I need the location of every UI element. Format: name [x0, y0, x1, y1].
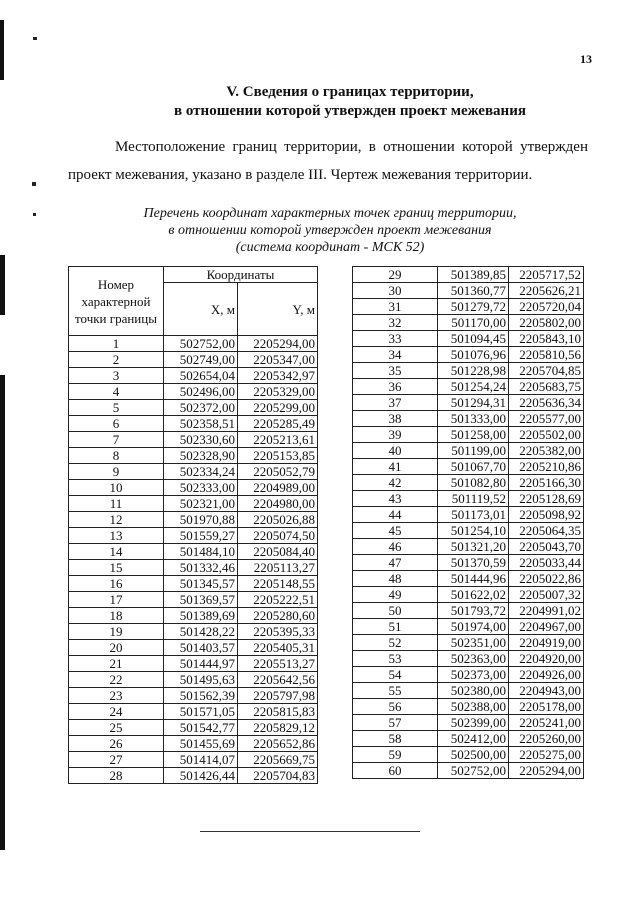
table-row	[353, 315, 584, 331]
table-row	[69, 384, 318, 400]
table-row	[353, 747, 584, 763]
point-number-cell: 22	[69, 672, 164, 688]
table-row	[353, 491, 584, 507]
y-coordinate-cell: 2205329,00	[238, 384, 318, 400]
y-coordinate-cell: 2205704,85	[509, 363, 584, 379]
table-row	[69, 496, 318, 512]
table-row	[69, 464, 318, 480]
table-row	[69, 720, 318, 736]
y-coordinate-cell: 2205802,00	[509, 315, 584, 331]
table-row	[69, 624, 318, 640]
x-coordinate-cell: 501258,00	[438, 427, 509, 443]
table-caption-line-1: Перечень координат характерных точек границ территории,	[143, 206, 517, 221]
table-row	[69, 368, 318, 384]
x-coordinate-cell: 502388,00	[438, 699, 509, 715]
point-number-cell: 56	[353, 699, 438, 715]
x-coordinate-cell: 501360,77	[438, 283, 509, 299]
table-row	[69, 400, 318, 416]
x-coordinate-cell: 502373,00	[438, 667, 509, 683]
table-row	[69, 544, 318, 560]
table-row	[353, 667, 584, 683]
point-number-cell: 53	[353, 651, 438, 667]
x-coordinate-cell: 501414,07	[164, 752, 238, 768]
table-row	[353, 715, 584, 731]
table-row	[353, 363, 584, 379]
y-coordinate-cell: 2205007,32	[509, 587, 584, 603]
point-number-cell: 5	[69, 400, 164, 416]
coordinates-table-right	[352, 266, 584, 779]
footer-rule	[200, 831, 420, 832]
table-row	[353, 619, 584, 635]
point-number-cell: 46	[353, 539, 438, 555]
table-row	[69, 352, 318, 368]
table-row	[69, 432, 318, 448]
point-number-cell: 28	[69, 768, 164, 784]
point-number-cell: 36	[353, 379, 438, 395]
table-caption-line-3: (система координат - МСК 52)	[235, 240, 425, 255]
y-coordinate-cell: 2205395,33	[238, 624, 318, 640]
point-number-cell: 57	[353, 715, 438, 731]
table-row	[353, 331, 584, 347]
y-coordinate-cell: 2204991,02	[509, 603, 584, 619]
scan-speck	[33, 37, 37, 40]
point-number-cell: 45	[353, 523, 438, 539]
x-coordinate-cell: 502412,00	[438, 731, 509, 747]
y-coordinate-cell: 2205642,56	[238, 672, 318, 688]
point-number-cell: 9	[69, 464, 164, 480]
x-coordinate-cell: 501294,31	[438, 395, 509, 411]
y-coordinate-cell: 2204980,00	[238, 496, 318, 512]
table-row	[353, 283, 584, 299]
header-y: Y, м	[238, 283, 318, 336]
x-coordinate-cell: 502358,51	[164, 416, 238, 432]
y-coordinate-cell: 2204920,00	[509, 651, 584, 667]
x-coordinate-cell: 501495,63	[164, 672, 238, 688]
table-row	[69, 752, 318, 768]
x-coordinate-cell: 501279,72	[438, 299, 509, 315]
x-coordinate-cell: 501369,57	[164, 592, 238, 608]
x-coordinate-cell: 502351,00	[438, 635, 509, 651]
point-number-cell: 16	[69, 576, 164, 592]
x-coordinate-cell: 501094,45	[438, 331, 509, 347]
point-number-cell: 27	[69, 752, 164, 768]
y-coordinate-cell: 2205405,31	[238, 640, 318, 656]
coordinates-table-left-body	[69, 336, 318, 784]
table-row	[69, 640, 318, 656]
page-number: 13	[580, 52, 592, 66]
point-number-cell: 12	[69, 512, 164, 528]
x-coordinate-cell: 501389,69	[164, 608, 238, 624]
y-coordinate-cell: 2205241,00	[509, 715, 584, 731]
x-coordinate-cell: 501426,44	[164, 768, 238, 784]
point-number-cell: 33	[353, 331, 438, 347]
point-number-cell: 4	[69, 384, 164, 400]
y-coordinate-cell: 2205347,00	[238, 352, 318, 368]
table-row	[353, 347, 584, 363]
x-coordinate-cell: 501119,52	[438, 491, 509, 507]
y-coordinate-cell: 2205113,27	[238, 560, 318, 576]
x-coordinate-cell: 501370,59	[438, 555, 509, 571]
table-row	[353, 731, 584, 747]
point-number-cell: 2	[69, 352, 164, 368]
point-number-cell: 23	[69, 688, 164, 704]
x-coordinate-cell: 501428,22	[164, 624, 238, 640]
y-coordinate-cell: 2205652,86	[238, 736, 318, 752]
x-coordinate-cell: 501562,39	[164, 688, 238, 704]
table-row	[353, 699, 584, 715]
table-row	[353, 507, 584, 523]
y-coordinate-cell: 2205513,27	[238, 656, 318, 672]
x-coordinate-cell: 502399,00	[438, 715, 509, 731]
y-coordinate-cell: 2204943,00	[509, 683, 584, 699]
y-coordinate-cell: 2204967,00	[509, 619, 584, 635]
table-row	[353, 603, 584, 619]
x-coordinate-cell: 502752,00	[164, 336, 238, 352]
table-row	[69, 592, 318, 608]
y-coordinate-cell: 2205285,49	[238, 416, 318, 432]
point-number-cell: 26	[69, 736, 164, 752]
y-coordinate-cell: 2205022,86	[509, 571, 584, 587]
table-row	[353, 411, 584, 427]
x-coordinate-cell: 501082,80	[438, 475, 509, 491]
table-row	[69, 736, 318, 752]
y-coordinate-cell: 2205210,86	[509, 459, 584, 475]
x-coordinate-cell: 502363,00	[438, 651, 509, 667]
x-coordinate-cell: 501332,46	[164, 560, 238, 576]
x-coordinate-cell: 501542,77	[164, 720, 238, 736]
table-row	[353, 555, 584, 571]
y-coordinate-cell: 2205294,00	[509, 763, 584, 779]
point-number-cell: 32	[353, 315, 438, 331]
point-number-cell: 55	[353, 683, 438, 699]
x-coordinate-cell: 501484,10	[164, 544, 238, 560]
header-point-number: Номер характерной точки границы	[69, 267, 164, 336]
scan-edge-mark	[0, 375, 5, 850]
header-x: X, м	[164, 283, 238, 336]
point-number-cell: 25	[69, 720, 164, 736]
x-coordinate-cell: 502334,24	[164, 464, 238, 480]
x-coordinate-cell: 501974,00	[438, 619, 509, 635]
y-coordinate-cell: 2205026,88	[238, 512, 318, 528]
table-row	[353, 571, 584, 587]
body-paragraph	[68, 133, 588, 189]
point-number-cell: 31	[353, 299, 438, 315]
y-coordinate-cell: 2205178,00	[509, 699, 584, 715]
x-coordinate-cell: 502328,90	[164, 448, 238, 464]
x-coordinate-cell: 502321,00	[164, 496, 238, 512]
point-number-cell: 11	[69, 496, 164, 512]
x-coordinate-cell: 501444,96	[438, 571, 509, 587]
y-coordinate-cell: 2205342,97	[238, 368, 318, 384]
body-paragraph-line-2: проект межевания, указано в разделе III. Чертеж межевания территории.	[68, 167, 533, 183]
table-caption-line-2: в отношении которой утвержден проект межевания	[168, 223, 492, 238]
point-number-cell: 48	[353, 571, 438, 587]
table-row	[353, 267, 584, 283]
y-coordinate-cell: 2205720,04	[509, 299, 584, 315]
point-number-cell: 30	[353, 283, 438, 299]
x-coordinate-cell: 502496,00	[164, 384, 238, 400]
y-coordinate-cell: 2205382,00	[509, 443, 584, 459]
point-number-cell: 3	[69, 368, 164, 384]
x-coordinate-cell: 501571,05	[164, 704, 238, 720]
y-coordinate-cell: 2205074,50	[238, 528, 318, 544]
y-coordinate-cell: 2204989,00	[238, 480, 318, 496]
x-coordinate-cell: 501199,00	[438, 443, 509, 459]
y-coordinate-cell: 2205148,55	[238, 576, 318, 592]
scan-speck	[33, 213, 36, 216]
point-number-cell: 15	[69, 560, 164, 576]
y-coordinate-cell: 2205280,60	[238, 608, 318, 624]
table-row	[353, 651, 584, 667]
x-coordinate-cell: 502372,00	[164, 400, 238, 416]
point-number-cell: 49	[353, 587, 438, 603]
y-coordinate-cell: 2205636,34	[509, 395, 584, 411]
point-number-cell: 24	[69, 704, 164, 720]
point-number-cell: 14	[69, 544, 164, 560]
point-number-cell: 7	[69, 432, 164, 448]
y-coordinate-cell: 2205299,00	[238, 400, 318, 416]
point-number-cell: 21	[69, 656, 164, 672]
table-row	[353, 523, 584, 539]
y-coordinate-cell: 2205669,75	[238, 752, 318, 768]
point-number-cell: 18	[69, 608, 164, 624]
section-heading-line-2: в отношении которой утвержден проект межевания	[174, 103, 526, 119]
x-coordinate-cell: 501403,57	[164, 640, 238, 656]
point-number-cell: 38	[353, 411, 438, 427]
y-coordinate-cell: 2205128,69	[509, 491, 584, 507]
point-number-cell: 37	[353, 395, 438, 411]
y-coordinate-cell: 2204926,00	[509, 667, 584, 683]
point-number-cell: 44	[353, 507, 438, 523]
point-number-cell: 39	[353, 427, 438, 443]
y-coordinate-cell: 2205084,40	[238, 544, 318, 560]
table-row	[353, 475, 584, 491]
point-number-cell: 40	[353, 443, 438, 459]
x-coordinate-cell: 501455,69	[164, 736, 238, 752]
table-row	[69, 608, 318, 624]
x-coordinate-cell: 501076,96	[438, 347, 509, 363]
x-coordinate-cell: 501970,88	[164, 512, 238, 528]
x-coordinate-cell: 501173,01	[438, 507, 509, 523]
point-number-cell: 51	[353, 619, 438, 635]
x-coordinate-cell: 502330,60	[164, 432, 238, 448]
point-number-cell: 41	[353, 459, 438, 475]
y-coordinate-cell: 2205033,44	[509, 555, 584, 571]
table-row	[353, 763, 584, 779]
x-coordinate-cell: 501622,02	[438, 587, 509, 603]
section-heading-line-1: V. Сведения о границах территории,	[226, 84, 474, 100]
table-row	[69, 448, 318, 464]
table-row	[353, 459, 584, 475]
table-row	[69, 672, 318, 688]
y-coordinate-cell: 2205098,92	[509, 507, 584, 523]
y-coordinate-cell: 2205626,21	[509, 283, 584, 299]
coordinates-table-left	[68, 266, 318, 784]
point-number-cell: 17	[69, 592, 164, 608]
y-coordinate-cell: 2205213,61	[238, 432, 318, 448]
table-row	[353, 587, 584, 603]
point-number-cell: 35	[353, 363, 438, 379]
x-coordinate-cell: 502752,00	[438, 763, 509, 779]
table-row	[353, 635, 584, 651]
x-coordinate-cell: 501254,10	[438, 523, 509, 539]
table-row	[69, 336, 318, 352]
point-number-cell: 60	[353, 763, 438, 779]
scan-edge-mark	[0, 20, 4, 80]
x-coordinate-cell: 502749,00	[164, 352, 238, 368]
table-caption	[60, 205, 600, 256]
y-coordinate-cell: 2205683,75	[509, 379, 584, 395]
y-coordinate-cell: 2205797,98	[238, 688, 318, 704]
point-number-cell: 58	[353, 731, 438, 747]
y-coordinate-cell: 2205294,00	[238, 336, 318, 352]
header-coordinates: Координаты	[164, 267, 318, 283]
y-coordinate-cell: 2205222,51	[238, 592, 318, 608]
x-coordinate-cell: 502333,00	[164, 480, 238, 496]
table-row	[69, 528, 318, 544]
point-number-cell: 19	[69, 624, 164, 640]
x-coordinate-cell: 501228,98	[438, 363, 509, 379]
body-paragraph-line-1: Местоположение границ территории, в отношении которой утвержден	[115, 139, 588, 155]
table-row	[69, 656, 318, 672]
coordinates-table-right-body	[353, 267, 584, 779]
y-coordinate-cell: 2205064,35	[509, 523, 584, 539]
y-coordinate-cell: 2205153,85	[238, 448, 318, 464]
point-number-cell: 42	[353, 475, 438, 491]
point-number-cell: 54	[353, 667, 438, 683]
point-number-cell: 13	[69, 528, 164, 544]
y-coordinate-cell: 2205815,83	[238, 704, 318, 720]
point-number-cell: 8	[69, 448, 164, 464]
y-coordinate-cell: 2204919,00	[509, 635, 584, 651]
section-heading	[0, 83, 640, 121]
point-number-cell: 1	[69, 336, 164, 352]
x-coordinate-cell: 501444,97	[164, 656, 238, 672]
point-number-cell: 47	[353, 555, 438, 571]
scan-speck	[32, 182, 36, 186]
x-coordinate-cell: 502500,00	[438, 747, 509, 763]
table-row	[69, 512, 318, 528]
y-coordinate-cell: 2205275,00	[509, 747, 584, 763]
x-coordinate-cell: 502380,00	[438, 683, 509, 699]
point-number-cell: 59	[353, 747, 438, 763]
x-coordinate-cell: 501559,27	[164, 528, 238, 544]
table-row	[69, 480, 318, 496]
x-coordinate-cell: 501333,00	[438, 411, 509, 427]
table-row	[353, 299, 584, 315]
x-coordinate-cell: 501321,20	[438, 539, 509, 555]
table-row	[353, 395, 584, 411]
point-number-cell: 6	[69, 416, 164, 432]
x-coordinate-cell: 501170,00	[438, 315, 509, 331]
x-coordinate-cell: 502654,04	[164, 368, 238, 384]
table-row	[69, 416, 318, 432]
table-row	[353, 443, 584, 459]
point-number-cell: 34	[353, 347, 438, 363]
table-row	[353, 379, 584, 395]
y-coordinate-cell: 2205577,00	[509, 411, 584, 427]
table-row	[353, 427, 584, 443]
y-coordinate-cell: 2205829,12	[238, 720, 318, 736]
point-number-cell: 20	[69, 640, 164, 656]
x-coordinate-cell: 501793,72	[438, 603, 509, 619]
table-row	[69, 560, 318, 576]
table-row	[69, 768, 318, 784]
x-coordinate-cell: 501067,70	[438, 459, 509, 475]
table-row	[69, 704, 318, 720]
y-coordinate-cell: 2205843,10	[509, 331, 584, 347]
y-coordinate-cell: 2205704,83	[238, 768, 318, 784]
y-coordinate-cell: 2205043,70	[509, 539, 584, 555]
point-number-cell: 50	[353, 603, 438, 619]
table-row	[69, 576, 318, 592]
y-coordinate-cell: 2205260,00	[509, 731, 584, 747]
y-coordinate-cell: 2205052,79	[238, 464, 318, 480]
table-row	[353, 539, 584, 555]
y-coordinate-cell: 2205810,56	[509, 347, 584, 363]
y-coordinate-cell: 2205166,30	[509, 475, 584, 491]
table-row	[353, 683, 584, 699]
y-coordinate-cell: 2205717,52	[509, 267, 584, 283]
point-number-cell: 43	[353, 491, 438, 507]
table-row	[69, 688, 318, 704]
x-coordinate-cell: 501254,24	[438, 379, 509, 395]
point-number-cell: 29	[353, 267, 438, 283]
x-coordinate-cell: 501345,57	[164, 576, 238, 592]
point-number-cell: 52	[353, 635, 438, 651]
x-coordinate-cell: 501389,85	[438, 267, 509, 283]
point-number-cell: 10	[69, 480, 164, 496]
y-coordinate-cell: 2205502,00	[509, 427, 584, 443]
scan-edge-mark	[0, 255, 5, 315]
